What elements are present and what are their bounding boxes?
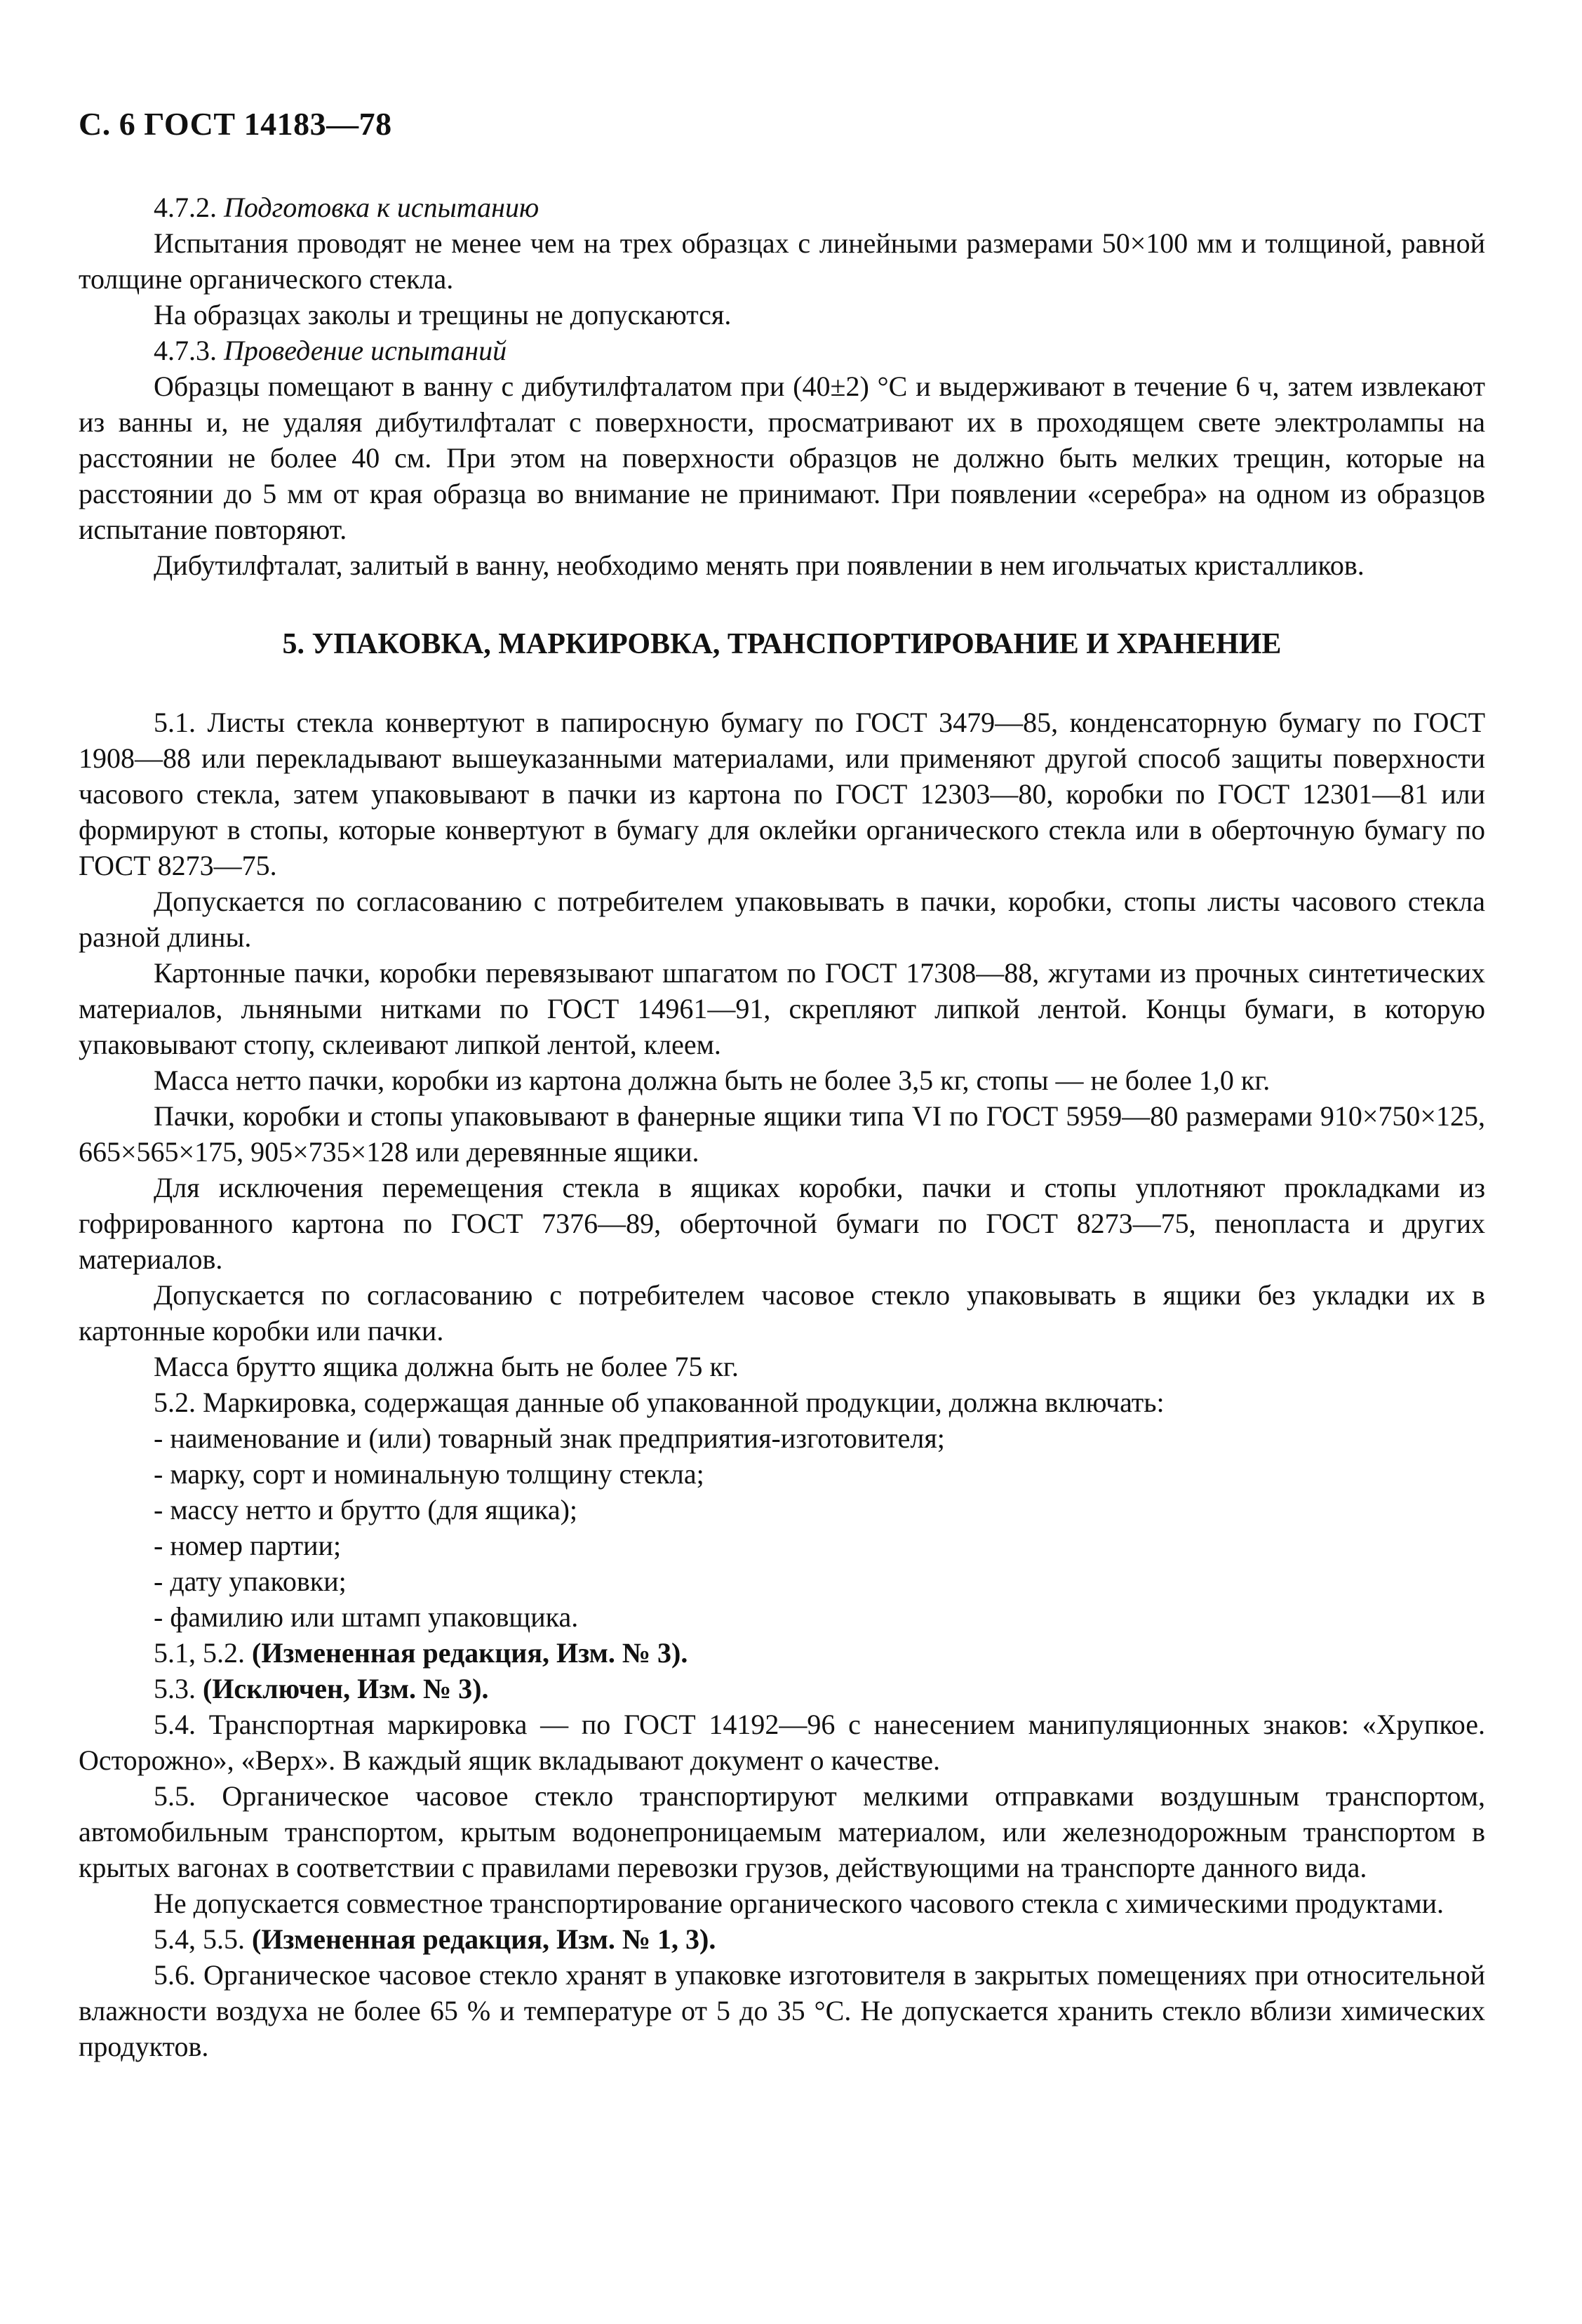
paragraph: 5.5. Органическое часовое стекло транспортируют мелкими отправками воздушным транспортом, автомобильным транспортом, крытым водонепроницаемым материалом, или железнодорожным транспортом в крытых вагонах в соответствии с правилами перевозки грузов, действующими на транспорте данного вида. xyxy=(79,1780,1485,1883)
paragraph: Не допускается совместное транспортирование органического часового стекла с химическими продуктами. xyxy=(154,1888,1444,1919)
note-text: (Измененная редакция, Изм. № 1, 3). xyxy=(252,1923,716,1955)
clause-title: Подготовка к испытанию xyxy=(224,192,539,223)
list-item: - массу нетто и брутто (для ящика); xyxy=(154,1494,578,1525)
list-item: - марку, сорт и номинальную толщину стекла; xyxy=(154,1458,704,1490)
paragraph: На образцах заколы и трещины не допускаются. xyxy=(154,299,732,330)
clause-number: 4.7.2. xyxy=(154,192,217,223)
paragraph: 5.1. Листы стекла конвертуют в папиросную бумагу по ГОСТ 3479—85, конденсаторную бумагу по ГОСТ 1908—88 или перекладывают вышеуказанными материалами, или применяют другой способ защиты поверхности часового стекла, затем упаковывают в пачки из картона по ГОСТ 12303—80, коробки по ГОСТ 12301—81 или формируют в стопы, которые конвертуют в бумагу для оклейки органического стекла или в оберточную бумагу по ГОСТ 8273—75. xyxy=(79,707,1485,881)
clause-title: Проведение испытаний xyxy=(224,335,507,366)
paragraph: Допускается по согласованию с потребителем часовое стекло упаковывать в ящики без укладки их в картонные коробки или пачки. xyxy=(79,1279,1485,1347)
amendment-note xyxy=(79,1921,1485,1957)
note-text: (Исключен, Изм. № 3). xyxy=(203,1673,489,1704)
page-header: С. 6 ГОСТ 14183—78 xyxy=(79,106,392,142)
paragraph: Для исключения перемещения стекла в ящиках коробки, пачки и стопы уплотняют прокладками из гофрированного картона по ГОСТ 7376—89, оберточной бумаги по ГОСТ 8273—75, пенопласта и других материалов. xyxy=(79,1172,1485,1275)
list-item: - дату упаковки; xyxy=(154,1565,347,1597)
note-ref: 5.1, 5.2. xyxy=(154,1637,252,1669)
paragraph: Образцы помещают в ванну с дибутилфталатом при (40±2) °С и выдерживают в течение 6 ч, затем извлекают из ванны и, не удаляя дибутилфталат с поверхности, просматривают их в проходящем свете электролампы на расстоянии не более 40 см. При этом на поверхности образцов не должно быть мелких трещин, которые на расстоянии до 5 мм от края образца во внимание не принимают. При появлении «серебра» на одном из образцов испытание повторяют. xyxy=(79,370,1485,545)
note-ref: 5.4, 5.5. xyxy=(154,1923,252,1955)
paragraph: Масса нетто пачки, коробки из картона должна быть не более 3,5 кг, стопы — не более 1,0 кг. xyxy=(154,1064,1271,1096)
clause-number: 4.7.3. xyxy=(154,335,217,366)
section-title: 5. УПАКОВКА, МАРКИРОВКА, ТРАНСПОРТИРОВАНИЕ И ХРАНЕНИЕ xyxy=(282,628,1282,660)
paragraph: 5.2. Маркировка, содержащая данные об упакованной продукции, должна включать: xyxy=(154,1387,1165,1418)
paragraph: 5.4. Транспортная маркировка — по ГОСТ 14192—96 с нанесением манипуляционных знаков: «Хрупкое. Осторожно», «Верх». В каждый ящик вкладывают документ о качестве. xyxy=(79,1709,1485,1776)
paragraph: Испытания проводят не менее чем на трех образцах с линейными размерами 50×100 мм и толщиной, равной толщине органического стекла. xyxy=(79,227,1485,295)
note-ref: 5.3. xyxy=(154,1673,203,1704)
paragraph: Пачки, коробки и стопы упаковывают в фанерные ящики типа VI по ГОСТ 5959—80 размерами 910×750×125, 665×565×175, 905×735×128 или деревянные ящики. xyxy=(79,1100,1485,1168)
amendment-note xyxy=(79,1671,1485,1707)
clause-4-7-3-heading xyxy=(79,333,1485,368)
document-body xyxy=(79,189,1485,2064)
amendment-note xyxy=(79,1635,1485,1671)
note-text: (Измененная редакция, Изм. № 3). xyxy=(252,1637,688,1669)
list-item: - наименование и (или) товарный знак предприятия-изготовителя; xyxy=(154,1422,945,1454)
paragraph: 5.6. Органическое часовое стекло хранят в упаковке изготовителя в закрытых помещениях при относительной влажности воздуха не более 65 % и температуре от 5 до 35 °С. Не допускается хранить стекло вблизи химических продуктов. xyxy=(79,1959,1485,2062)
paragraph: Картонные пачки, коробки перевязывают шпагатом по ГОСТ 17308—88, жгутами из прочных синтетических материалов, льняными нитками по ГОСТ 14961—91, скрепляют липкой лентой. Концы бумаги, в которую упаковывают стопу, склеивают липкой лентой, клеем. xyxy=(79,957,1485,1060)
paragraph: Дибутилфталат, залитый в ванну, необходимо менять при появлении в нем игольчатых кристалликов. xyxy=(154,549,1365,581)
paragraph: Допускается по согласованию с потребителем упаковывать в пачки, коробки, стопы листы часового стекла разной длины. xyxy=(79,886,1485,953)
list-item: - фамилию или штамп упаковщика. xyxy=(154,1601,579,1633)
clause-4-7-2-heading xyxy=(79,189,1485,225)
list-item: - номер партии; xyxy=(154,1530,342,1561)
paragraph: Масса брутто ящика должна быть не более 75 кг. xyxy=(154,1351,739,1382)
